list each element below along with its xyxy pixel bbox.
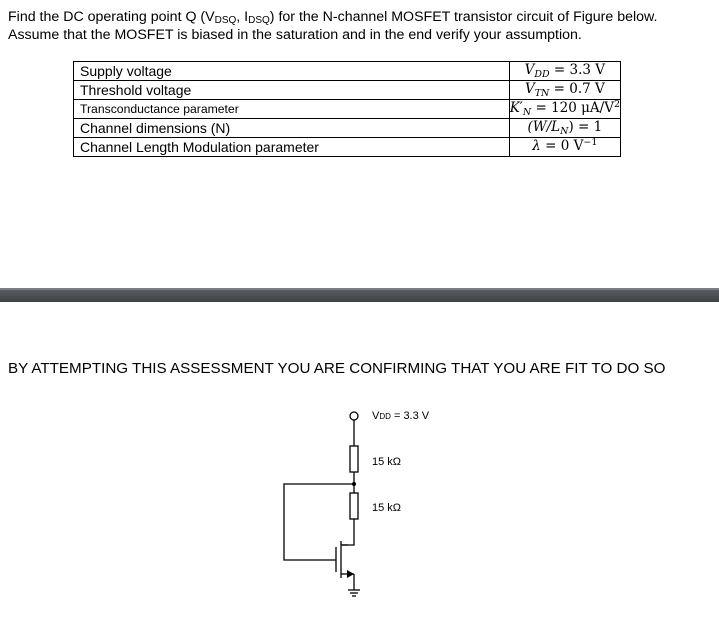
- table-row: [74, 119, 621, 138]
- param-value: [509, 138, 620, 157]
- vdd-terminal: [350, 412, 358, 420]
- value-rest: = 0 V: [540, 138, 584, 154]
- value-rest: = 120 μA/V: [531, 100, 614, 116]
- value-symbol: (W/L: [527, 119, 561, 135]
- assessment-banner: BY ATTEMPTING THIS ASSESSMENT YOU ARE CONFIRMING THAT YOU ARE FIT TO DO SO: [8, 360, 666, 377]
- question-line-1-part: , I: [236, 9, 249, 25]
- wire-drain: [342, 519, 354, 545]
- value-superscript: 2: [613, 99, 620, 110]
- param-label: Channel dimensions (N): [74, 119, 510, 138]
- value-symbol: V: [524, 62, 535, 78]
- vdd-label: [372, 410, 429, 422]
- question-text: [8, 9, 716, 44]
- param-label: Channel Length Modulation parameter: [74, 138, 510, 157]
- resistor-r2: [350, 493, 358, 519]
- value-subscript: TN: [534, 88, 550, 99]
- mosfet-arrow-icon: [347, 570, 354, 578]
- param-label: Transconductance parameter: [74, 100, 510, 119]
- vdd-label-sub: DD: [379, 412, 391, 421]
- param-value: [509, 100, 620, 119]
- table-row: [74, 81, 621, 100]
- question-line-1-part: Find the DC operating point Q (V: [8, 9, 215, 25]
- question-line-1-part: ) for the N-channel MOSFET transistor circuit of Figure below.: [269, 9, 658, 25]
- subscript-dsq: DSQ: [248, 15, 270, 26]
- parameter-table: [73, 61, 621, 157]
- param-value: [509, 81, 620, 100]
- circuit-diagram: [270, 400, 470, 610]
- value-symbol: λ: [532, 138, 541, 154]
- param-value: [509, 119, 620, 138]
- table-row: [74, 100, 621, 119]
- table-row: [74, 62, 621, 81]
- vdd-label-part: = 3.3 V: [390, 410, 430, 422]
- r1-label: 15 kΩ: [372, 456, 402, 468]
- param-label: Supply voltage: [74, 62, 510, 81]
- value-rest: = 3.3 V: [549, 62, 606, 78]
- question-line-1: [8, 9, 716, 27]
- divider-bar: [0, 288, 719, 302]
- value-rest: ) = 1: [568, 119, 603, 135]
- value-symbol: V: [524, 81, 535, 97]
- param-value: [509, 62, 620, 81]
- value-symbol: K′: [509, 100, 523, 116]
- question-line-2: Assume that the MOSFET is biased in the saturation and in the end verify your assumption.: [8, 27, 582, 43]
- vdd-label-part: V: [372, 410, 380, 422]
- value-rest: = 0.7 V: [549, 81, 605, 97]
- param-label: Threshold voltage: [74, 81, 510, 100]
- value-subscript: DD: [534, 69, 550, 80]
- wire-gate-feedback: [284, 484, 354, 560]
- divider-highlight: [0, 288, 719, 290]
- table-row: [74, 138, 621, 157]
- value-subscript: N: [522, 107, 532, 118]
- value-superscript: −1: [583, 137, 598, 148]
- resistor-r1: [350, 446, 358, 472]
- subscript-dsq: DSQ: [214, 15, 237, 26]
- r2-label: 15 kΩ: [372, 502, 402, 514]
- value-subscript: N: [560, 126, 569, 137]
